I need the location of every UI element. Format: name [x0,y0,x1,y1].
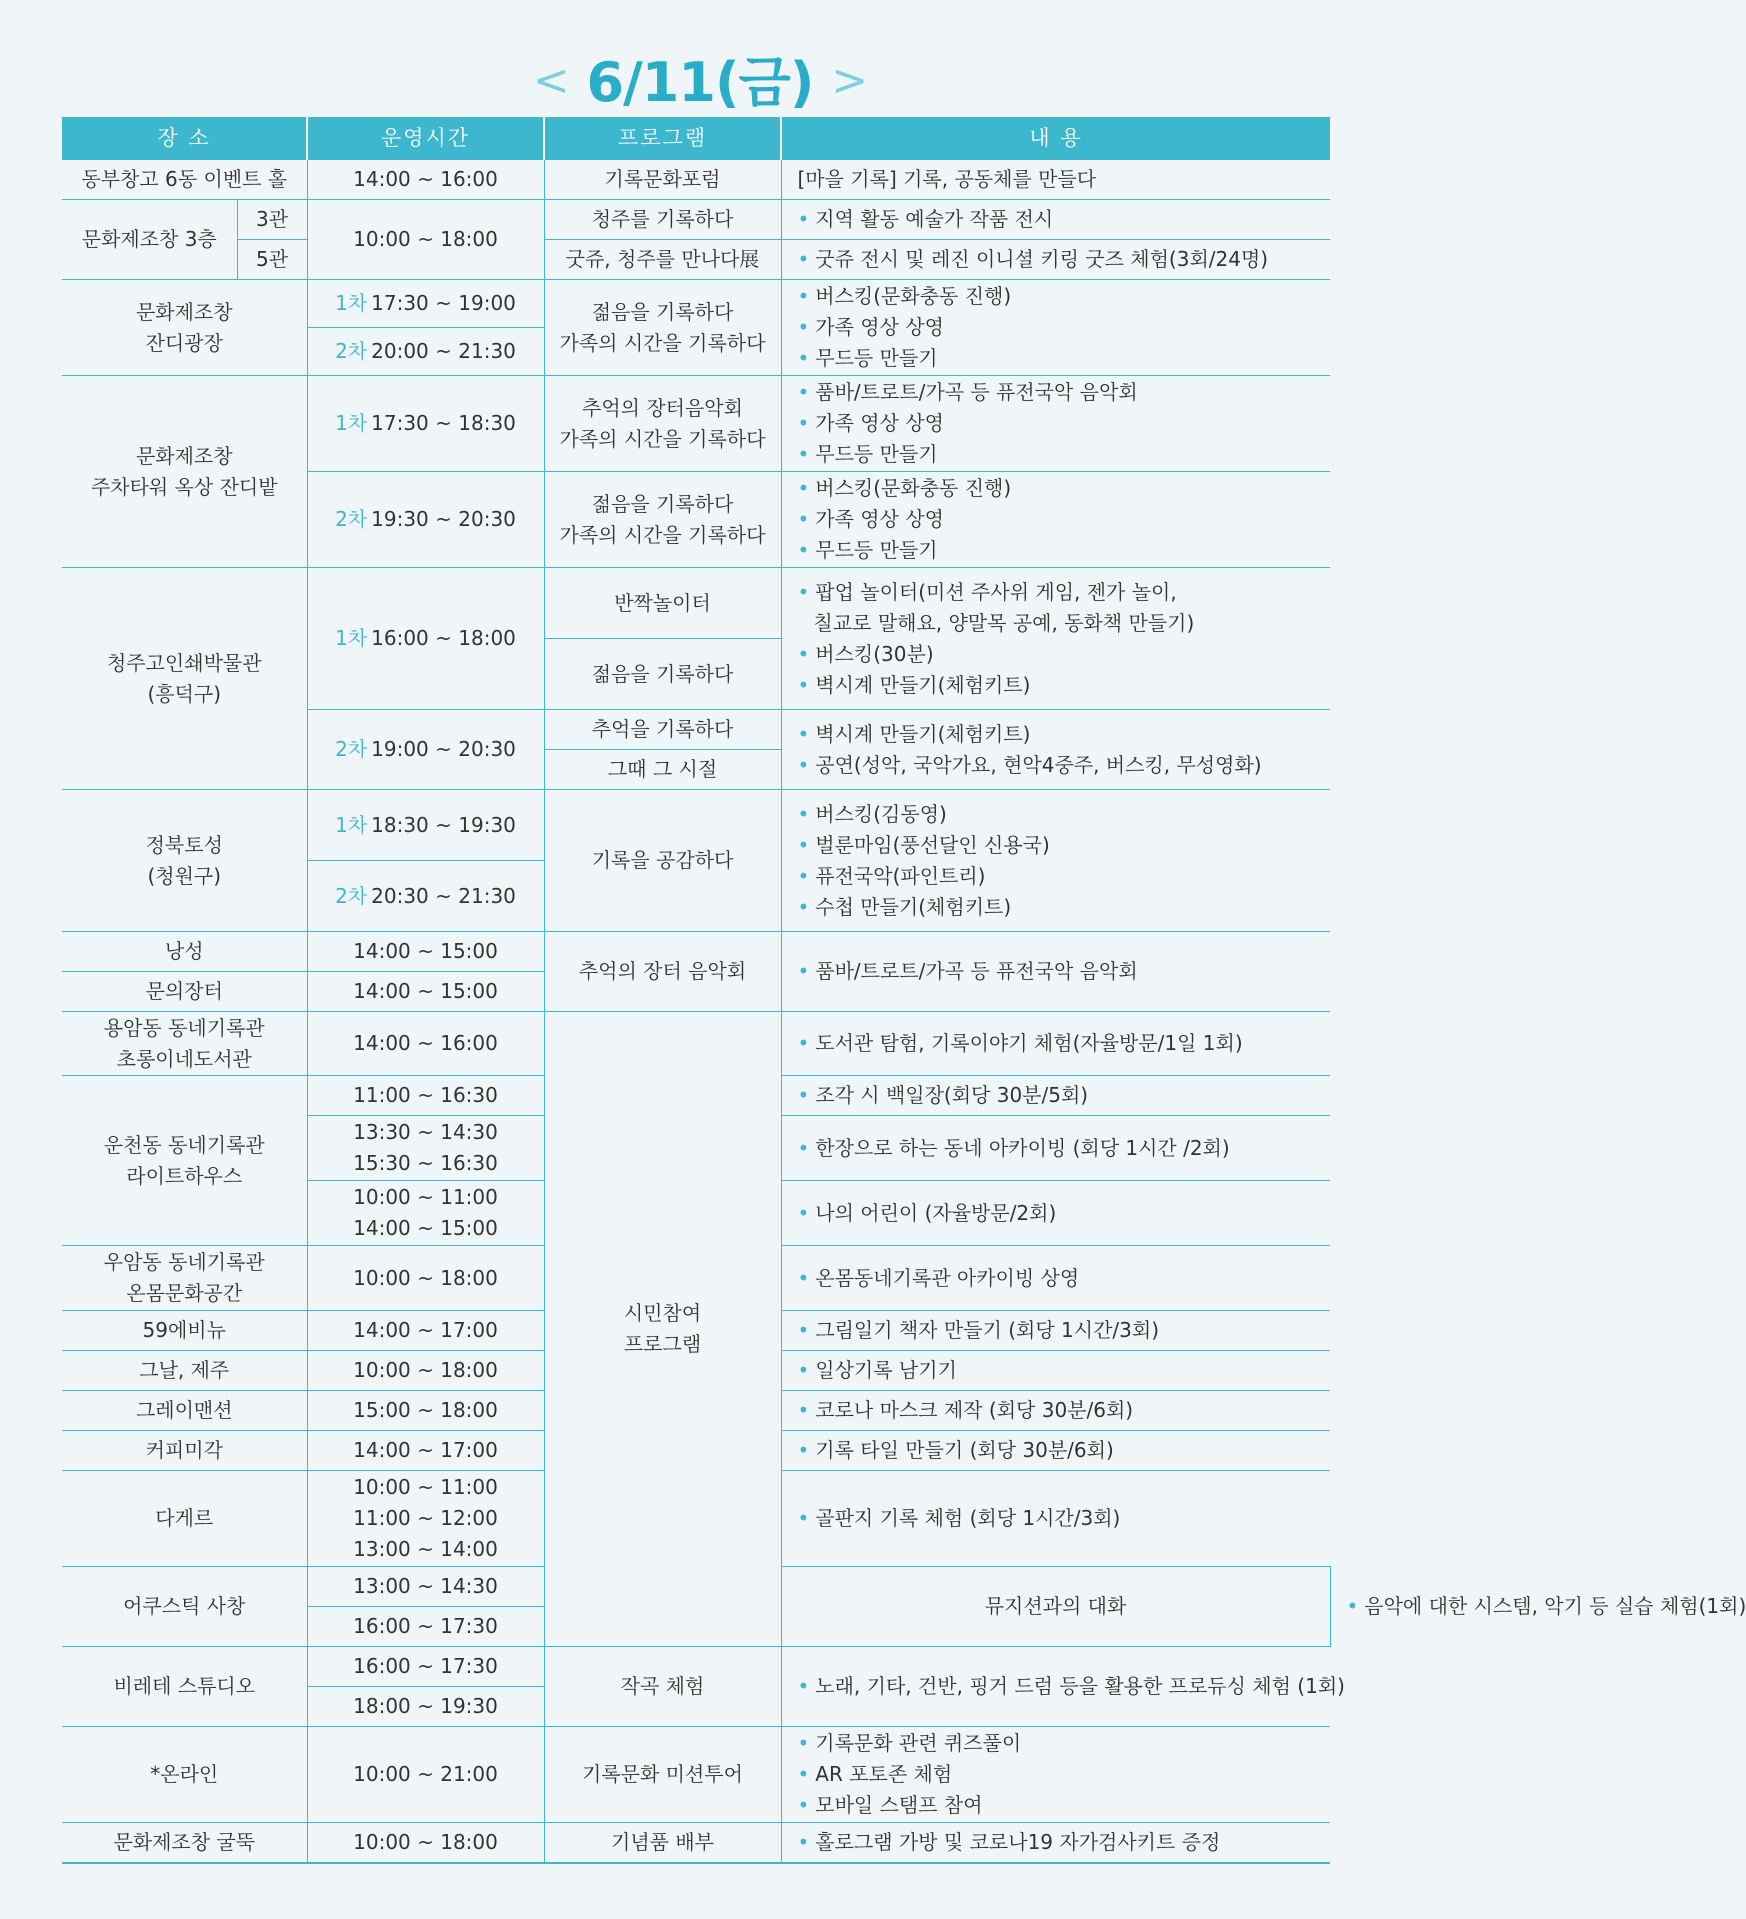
place-cell: 커피미각 [62,1431,307,1471]
time-line: 13:00 ~ 14:00 [353,1537,498,1561]
content-item [798,639,1327,670]
program-cell [544,376,781,472]
place-line: 청주고인쇄박물관 [106,650,262,675]
time-cell [307,472,544,568]
bullet-icon: • [797,959,810,983]
place-cell: 그레이맨션 [62,1391,307,1431]
time-cell: 10:00 ~ 18:00 [307,1246,544,1311]
content-item [798,1759,1327,1790]
content-item [798,312,1327,343]
bullet-icon: • [797,863,810,888]
content-item [798,535,1327,566]
bullet-icon: • [797,442,810,466]
content-text: 무드등 만들기 [815,346,938,370]
content-text: 벽시계 만들기(체험키트) [815,672,1031,697]
content-text: 모바일 스탬프 참여 [815,1793,983,1817]
content-text: 품바/트로트/가곡 등 퓨전국악 음악회 [815,959,1138,983]
content-text: 버스킹(문화충동 진행) [815,476,1012,500]
content-text: 온몸동네기록관 아카이빙 상영 [815,1265,1080,1290]
content-item [798,861,1327,892]
table-row [62,790,1330,861]
round-label: 2차 [335,339,368,363]
round-label: 1차 [335,411,368,435]
content-text: 가족 영상 상영 [815,411,944,435]
program-cell: 청주를 기록하다 [544,200,781,240]
header-content: 내 용 [781,117,1330,160]
time-cell [307,376,544,472]
program-cell [544,280,781,376]
place-line: (흥덕구) [147,681,222,706]
content-text: 수첩 만들기(체험키트) [815,894,1012,919]
bullet-icon: • [797,284,810,308]
bullet-icon: • [797,207,810,231]
program-cell: 기록문화 미션투어 [544,1727,781,1823]
bullet-icon: • [797,641,810,666]
bullet-icon: • [1346,1594,1359,1618]
round-label: 2차 [335,507,368,531]
time-text: 18:30 ~ 19:30 [371,812,516,837]
program-line: 가족의 시간을 기록하다 [559,522,766,547]
content-text: 굿쥬 전시 및 레진 이니셜 키링 굿즈 체험(3회/24명) [815,247,1269,271]
bullet-icon: • [797,538,810,562]
time-text: 17:30 ~ 18:30 [371,411,516,435]
time-cell [307,568,544,710]
content-cell [781,932,1330,1012]
content-cell [781,200,1330,240]
program-cell: 젊음을 기록하다 [544,639,781,710]
time-cell: 14:00 ~ 16:00 [307,1012,544,1076]
content-text: AR 포토존 체험 [815,1762,953,1786]
place-cell: 낭성 [62,932,307,972]
program-line: 추억의 장터음악회 [582,395,743,420]
bullet-icon: • [797,752,810,777]
round-label: 2차 [335,883,368,908]
time-cell: 10:00 ~ 18:00 [307,200,544,280]
bullet-icon: • [797,1200,810,1225]
content-text: 기록 타일 만들기 (회당 30분/6회) [815,1438,1114,1462]
place-cell: 59에비뉴 [62,1311,307,1351]
content-text: 가족 영상 상영 [815,315,944,339]
bullet-icon: • [797,1031,810,1055]
bullet-icon: • [797,507,810,531]
program-cell: 반짝놀이터 [544,568,781,639]
content-item [798,799,1327,830]
page-title [0,40,1400,117]
time-cell: 10:00 ~ 18:00 [307,1823,544,1863]
time-cell: 14:00 ~ 15:00 [307,972,544,1012]
content-item [798,1790,1327,1821]
content-cell: [마을 기록] 기록, 공동체를 만들다 [781,160,1330,200]
bullet-icon: • [797,1318,810,1342]
content-item [798,473,1327,504]
place-cell: 다게르 [62,1471,307,1567]
bullet-icon: • [797,721,810,746]
bullet-icon: • [797,247,810,271]
content-cell [781,1246,1330,1311]
header-time: 운영시간 [307,117,544,160]
content-text: 벌룬마임(풍선달인 신용국) [815,832,1050,857]
content-cell [781,1431,1330,1471]
table-header [62,117,1330,160]
table-row [62,160,1330,200]
table-row [62,568,1330,639]
time-line: 11:00 ~ 12:00 [353,1506,498,1530]
place-cell [62,790,307,932]
content-text: 나의 어린이 (자율방문/2회) [815,1200,1057,1225]
content-cell [781,1471,1330,1567]
content-text: 버스킹(30분) [815,641,934,666]
place-cell: 어쿠스틱 사창 [62,1567,307,1647]
title-date: 6/11(금) [586,51,814,114]
place-line: (청원구) [147,863,222,888]
content-text: 품바/트로트/가곡 등 퓨전국악 음악회 [815,380,1138,404]
time-text: 19:00 ~ 20:30 [371,737,516,761]
bullet-icon: • [797,476,810,500]
content-text: 무드등 만들기 [815,538,938,562]
time-cell [307,280,544,328]
content-text: 그림일기 책자 만들기 (회당 1시간/3회) [815,1318,1159,1342]
title-left-bracket: < [532,55,569,106]
bullet-icon: • [797,1793,810,1817]
time-cell: 10:00 ~ 18:00 [307,1351,544,1391]
round-label: 1차 [335,812,368,837]
content-item [798,1728,1327,1759]
content-item [798,892,1327,923]
table-row [62,1647,1330,1687]
time-text: 16:00 ~ 18:00 [371,626,516,650]
bullet-icon: • [797,1135,810,1160]
header-place: 장 소 [62,117,307,160]
bullet-icon: • [797,672,810,697]
bullet-icon: • [797,832,810,857]
round-label: 2차 [335,737,368,761]
program-cell [544,472,781,568]
program-cell [544,1012,781,1647]
content-item [798,719,1327,750]
content-text: 버스킹(문화충동 진행) [815,284,1012,308]
content-text: 도서관 탐험, 기록이야기 체험(자율방문/1일 1회) [815,1031,1243,1055]
content-cell [781,1181,1330,1246]
program-line: 시민참여 [623,1301,702,1325]
place-line: 정북토성 [145,832,223,857]
schedule-table [62,117,1746,1864]
content-cell [781,1311,1330,1351]
content-item [798,408,1327,439]
program-cell: 뮤지션과의 대화 [781,1567,1330,1647]
hall-cell: 3관 [237,200,307,240]
place-cell [62,1246,307,1311]
content-text: 팝업 놀이터(미션 주사위 게임, 젠가 놀이, [815,579,1177,604]
bullet-icon: • [797,1398,810,1422]
content-cell [781,1647,1345,1727]
program-cell: 작곡 체험 [544,1647,781,1727]
table-row [62,240,1330,280]
time-line: 13:30 ~ 14:30 [353,1120,498,1144]
content-item [798,750,1327,781]
content-item [798,608,1327,639]
time-line: 10:00 ~ 11:00 [353,1475,498,1499]
table-row [62,376,1330,472]
content-item [798,377,1327,408]
table-row [62,280,1330,328]
place-line: 주차타워 옥상 잔디밭 [90,474,278,499]
bullet-icon: • [797,315,810,339]
content-text: 기록문화 관련 퀴즈풀이 [815,1731,1022,1755]
bullet-icon: • [797,1265,810,1290]
time-line: 10:00 ~ 11:00 [353,1185,498,1209]
place-line: 운천동 동네기록관 [103,1132,265,1157]
place-cell: 그날, 제주 [62,1351,307,1391]
content-text: 무드등 만들기 [815,442,938,466]
content-cell [781,1351,1330,1391]
content-cell [781,1823,1330,1863]
place-line: 온몸문화공간 [126,1281,243,1305]
title-right-bracket: > [831,55,868,106]
content-text: 공연(성악, 국악가요, 현악4중주, 버스킹, 무성영화) [815,752,1262,777]
bullet-icon: • [797,411,810,435]
program-cell: 굿쥬, 청주를 만나다展 [544,240,781,280]
content-item [798,439,1327,470]
bullet-icon: • [797,1762,810,1786]
content-cell [781,240,1330,280]
content-item [798,830,1327,861]
time-text: 19:30 ~ 20:30 [371,507,516,531]
time-cell: 18:00 ~ 19:30 [307,1687,544,1727]
content-cell [781,790,1330,932]
content-cell [781,568,1330,710]
program-cell: 그때 그 시절 [544,750,781,790]
bullet-icon: • [797,1438,810,1462]
content-text: 노래, 기타, 건반, 핑거 드럼 등을 활용한 프로듀싱 체험 (1회) [815,1674,1345,1698]
time-cell [307,1471,544,1567]
content-text: 가족 영상 상영 [815,507,944,531]
program-line: 가족의 시간을 기록하다 [559,426,766,451]
time-cell: 14:00 ~ 17:00 [307,1311,544,1351]
place-cell: 문의장터 [62,972,307,1012]
time-text: 20:00 ~ 21:30 [371,339,516,363]
round-label: 1차 [335,291,368,315]
place-cell [62,1076,307,1246]
program-cell: 기록문화포럼 [544,160,781,200]
content-cell [781,376,1330,472]
table-row [62,200,1330,240]
program-line: 가족의 시간을 기록하다 [559,330,766,355]
content-text: 홀로그램 가방 및 코로나19 자가검사키트 증정 [815,1829,1221,1854]
place-cell: 비레테 스튜디오 [62,1647,307,1727]
content-text: 한장으로 하는 동네 아카이빙 (회당 1시간 /2회) [815,1135,1230,1160]
content-text: 버스킹(김동영) [815,801,947,826]
program-cell: 기록을 공감하다 [544,790,781,932]
bullet-icon: • [797,1083,810,1107]
time-cell: 15:00 ~ 18:00 [307,1391,544,1431]
content-cell [781,1391,1330,1431]
bullet-icon: • [797,894,810,919]
table-row [62,1823,1330,1863]
content-cell [781,1116,1330,1181]
place-cell [62,376,307,568]
bullet-icon: • [797,1829,810,1854]
place-cell: 문화제조창 3층 [62,200,237,280]
bullet-icon: • [797,1731,810,1755]
place-line: 문화제조창 [135,299,233,324]
content-text: 일상기록 남기기 [815,1358,957,1382]
place-line: 잔디광장 [145,330,223,355]
place-line: 우암동 동네기록관 [103,1250,265,1274]
hall-cell: 5관 [237,240,307,280]
time-line: 14:00 ~ 15:00 [353,1216,498,1240]
time-cell [307,790,544,861]
place-cell [62,568,307,790]
time-cell [307,861,544,932]
program-line: 프로그램 [623,1332,702,1356]
table-row [62,932,1330,972]
time-cell: 14:00 ~ 16:00 [307,160,544,200]
content-text: 골판지 기록 체험 (회당 1시간/3회) [815,1506,1121,1530]
content-item [798,670,1327,701]
content-cell [781,280,1330,376]
bullet-icon: • [797,1674,810,1698]
content-text: 코로나 마스크 제작 (회당 30분/6회) [815,1398,1134,1422]
time-cell: 14:00 ~ 17:00 [307,1431,544,1471]
place-line: 용암동 동네기록관 [103,1015,265,1040]
place-cell [62,1012,307,1076]
content-text: 칠교로 말해요, 양말목 공예, 동화책 만들기) [813,610,1195,635]
content-text: 음악에 대한 시스템, 악기 등 실습 체험(1회) [1364,1594,1746,1618]
time-cell: 13:00 ~ 14:30 [307,1567,544,1607]
time-cell [307,710,544,790]
content-item [798,504,1327,535]
time-cell: 16:00 ~ 17:30 [307,1607,544,1647]
time-cell: 16:00 ~ 17:30 [307,1647,544,1687]
place-cell: 동부창고 6동 이벤트 홀 [62,160,307,200]
bullet-icon: • [797,380,810,404]
content-cell [781,472,1330,568]
program-cell: 추억을 기록하다 [544,710,781,750]
place-line: 라이트하우스 [126,1163,243,1188]
bullet-icon: • [797,1358,810,1382]
content-text: 조각 시 백일장(회당 30분/5회) [815,1083,1089,1107]
content-text: 지역 활동 예술가 작품 전시 [815,207,1054,231]
content-item [798,281,1327,312]
place-line: 문화제조창 [135,443,233,468]
time-text: 20:30 ~ 21:30 [371,883,516,908]
time-line: 15:30 ~ 16:30 [353,1151,498,1175]
time-cell [307,328,544,376]
round-label: 1차 [335,626,368,650]
bullet-icon: • [797,579,810,604]
place-cell: *온라인 [62,1727,307,1823]
content-text: 퓨전국악(파인트리) [815,863,986,888]
content-cell [781,1727,1330,1823]
content-cell [781,1076,1330,1116]
bullet-icon: • [797,1506,810,1530]
header-program: 프로그램 [544,117,781,160]
time-cell [307,1181,544,1246]
content-cell [781,710,1330,790]
program-line: 젊음을 기록하다 [591,299,734,324]
bullet-icon: • [797,801,810,826]
program-cell: 추억의 장터 음악회 [544,932,781,1012]
content-text: 벽시계 만들기(체험키트) [815,721,1031,746]
bullet-icon: • [797,346,810,370]
time-text: 17:30 ~ 19:00 [371,291,516,315]
table-row [62,1012,1330,1076]
time-cell: 11:00 ~ 16:30 [307,1076,544,1116]
place-cell: 문화제조창 굴뚝 [62,1823,307,1863]
time-cell: 10:00 ~ 21:00 [307,1727,544,1823]
program-cell: 기념품 배부 [544,1823,781,1863]
time-cell [307,1116,544,1181]
time-cell: 14:00 ~ 15:00 [307,932,544,972]
table-row [62,1727,1330,1823]
place-cell [62,280,307,376]
content-cell [781,1012,1330,1076]
content-item [798,577,1327,608]
place-line: 초롱이네도서관 [116,1046,252,1071]
content-item [798,343,1327,374]
program-line: 젊음을 기록하다 [591,491,734,516]
